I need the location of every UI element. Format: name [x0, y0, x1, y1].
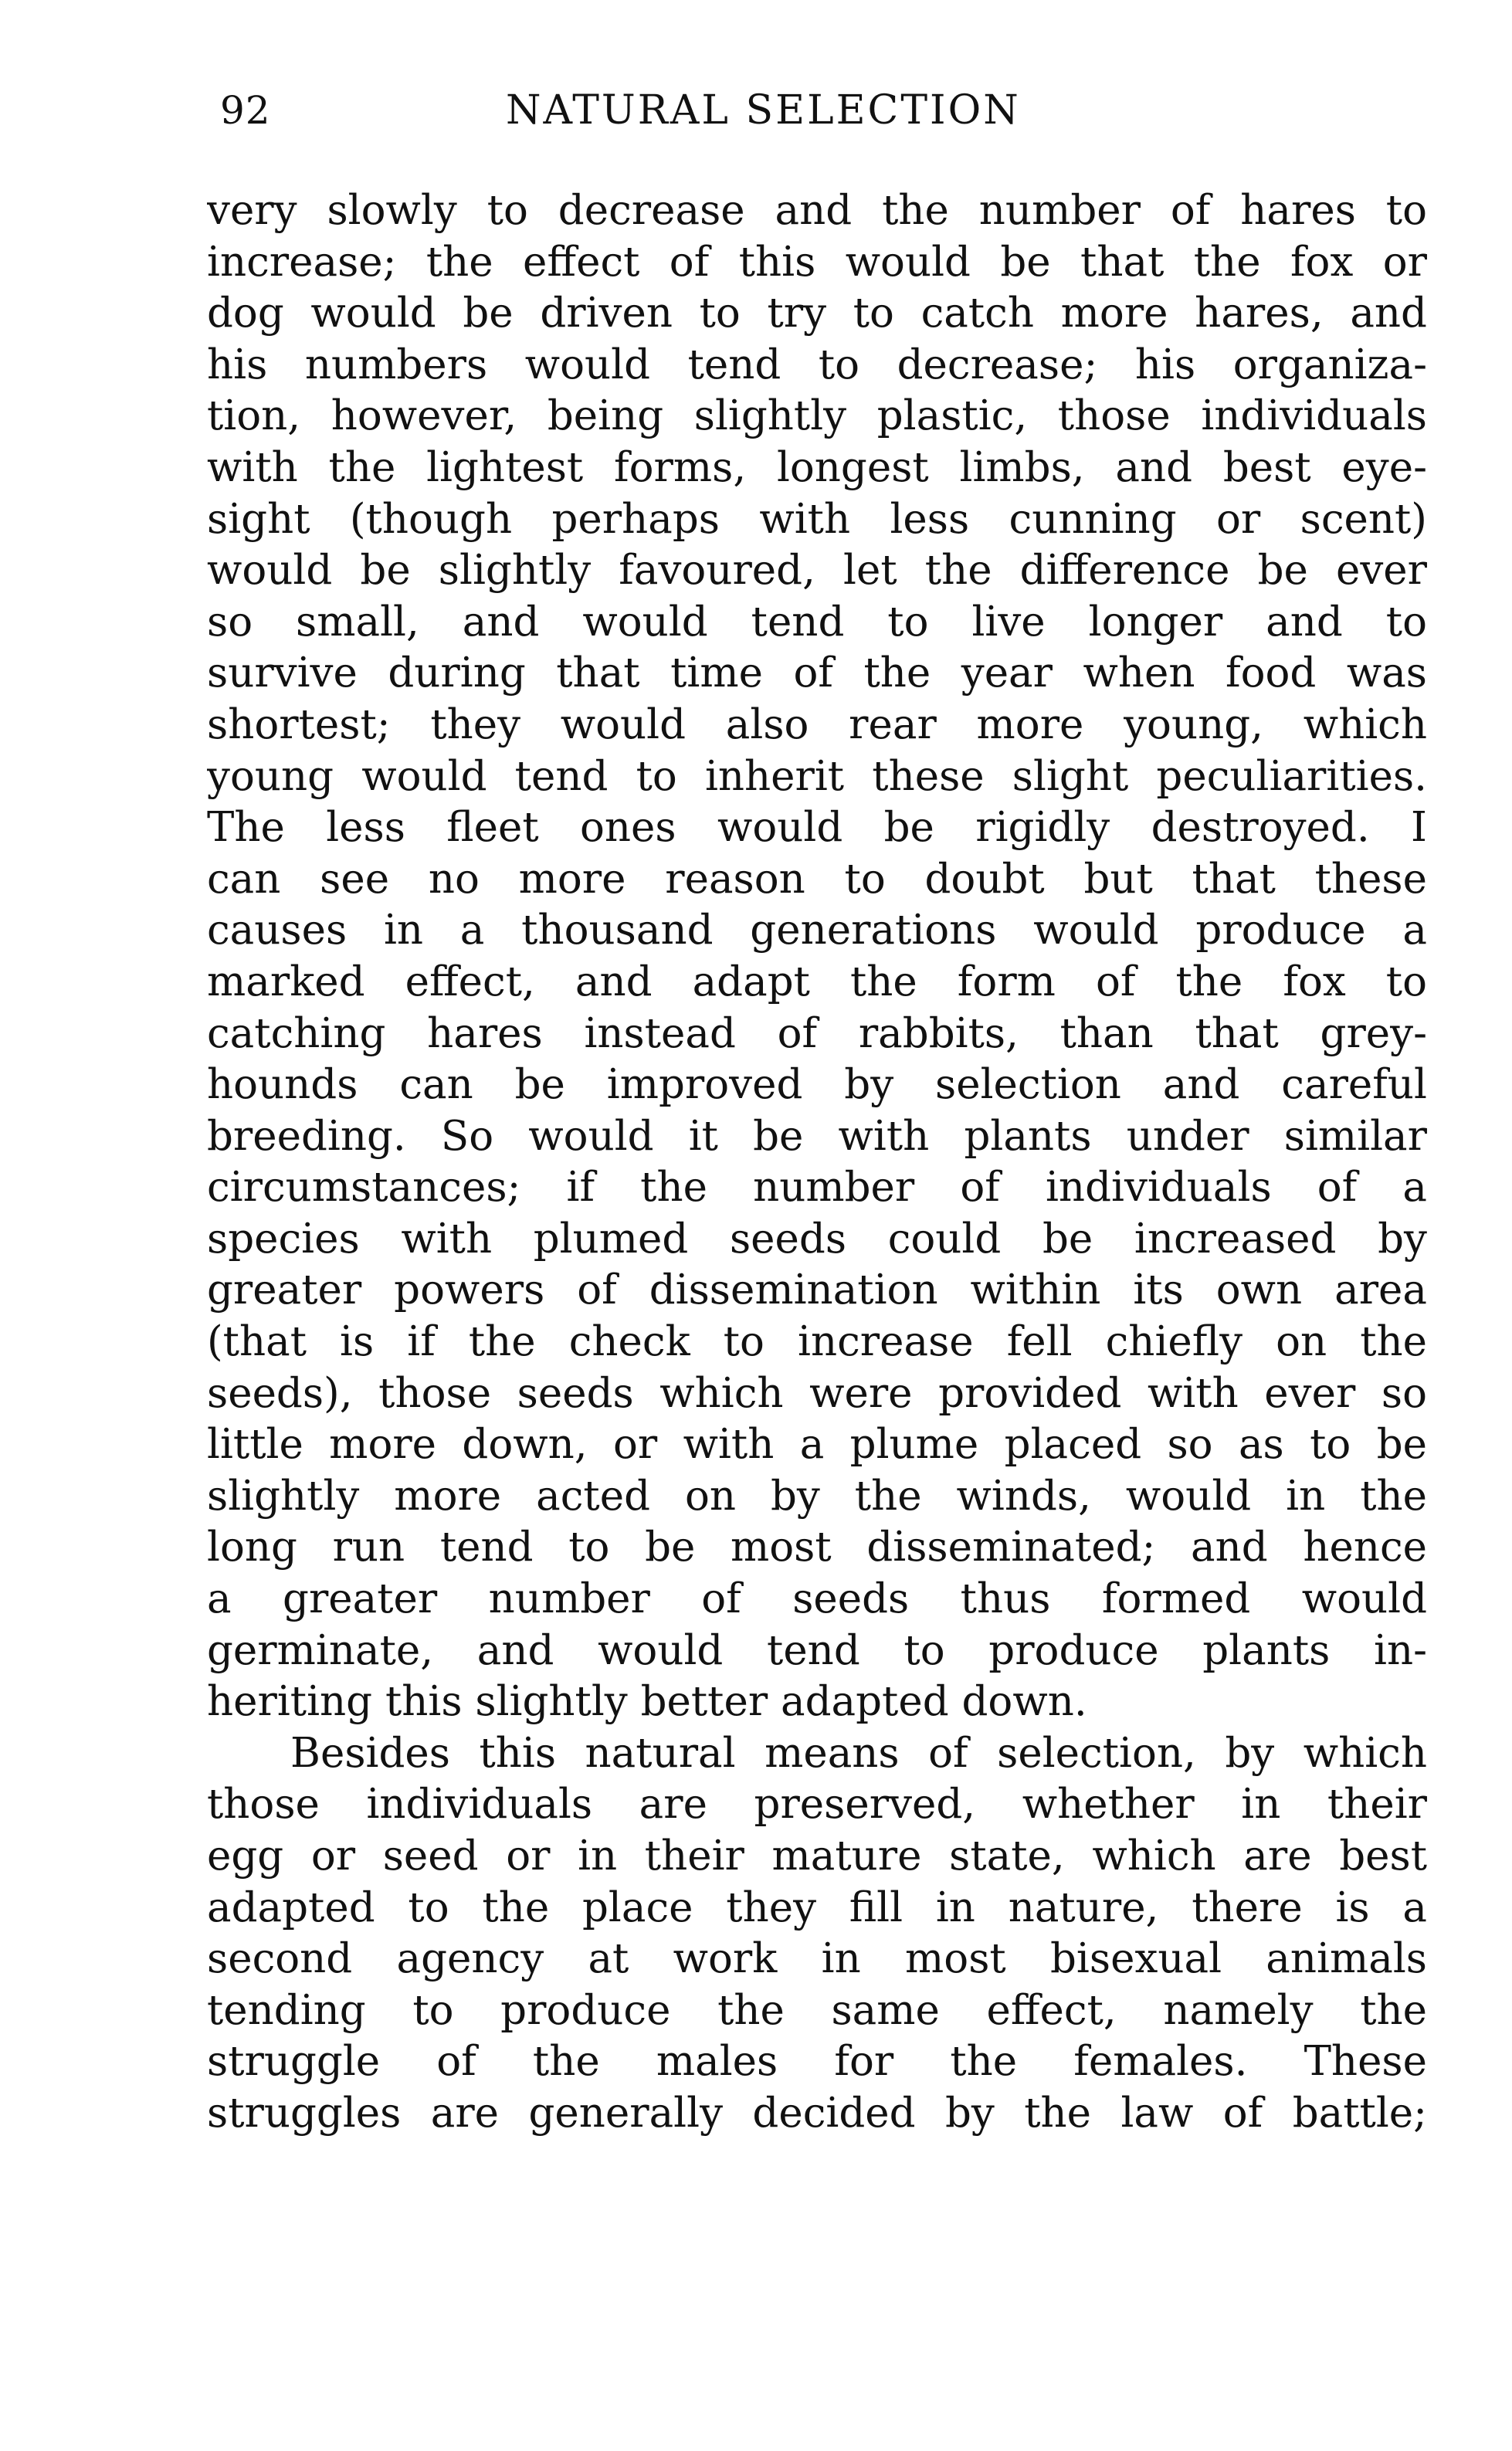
text-line: his numbers would tend to decrease; his organiza-	[207, 341, 1427, 388]
text-line: sight (though perhaps with less cunning or scent)	[207, 495, 1427, 543]
text-line: can see no more reason to doubt but that these	[207, 855, 1427, 903]
text-line: (that is if the check to increase fell chiefly on the	[207, 1318, 1427, 1366]
text-line: slightly more acted on by the winds, would in the	[207, 1472, 1427, 1520]
text-line: little more down, or with a plume placed so as to be	[207, 1421, 1427, 1469]
text-line: seeds), those seeds which were provided with ever so	[207, 1369, 1427, 1417]
text-line: would be slightly favoured, let the difference be ever	[207, 547, 1427, 595]
text-line: with the lightest forms, longest limbs, and best eye-	[207, 443, 1427, 491]
text-line: hounds can be improved by selection and careful	[207, 1061, 1427, 1109]
text-line: dog would be driven to try to catch more hares, and	[207, 290, 1427, 337]
text-line: The less fleet ones would be rigidly destroyed. I	[207, 804, 1427, 852]
text-line: survive during that time of the year when food was	[207, 649, 1427, 697]
text-line: greater powers of dissemination within its own area	[207, 1266, 1427, 1314]
text-line: circumstances; if the number of individuals of a	[207, 1164, 1427, 1212]
text-line: tion, however, being slightly plastic, those individuals	[207, 392, 1427, 440]
running-title: NATURAL SELECTION	[506, 87, 1021, 134]
text-line: long run tend to be most disseminated; and hence	[207, 1524, 1427, 1571]
text-line: causes in a thousand generations would produce a	[207, 907, 1427, 954]
text-line: so small, and would tend to live longer and to	[207, 598, 1427, 646]
page-number: 92	[220, 88, 271, 133]
text-line: adapted to the place they fill in nature, there is a	[207, 1883, 1427, 1931]
text-line: shortest; they would also rear more young, which	[207, 700, 1427, 748]
text-line: species with plumed seeds could be increased by	[207, 1215, 1427, 1263]
text-line: struggles are generally decided by the law of battle;	[207, 2089, 1427, 2137]
text-line: germinate, and would tend to produce plants in-	[207, 1626, 1427, 1674]
paragraph-first-line: Besides this natural means of selection, by which	[290, 1729, 1427, 1777]
text-line: increase; the effect of this would be that the fox or	[207, 238, 1427, 286]
running-head	[220, 83, 1432, 137]
text-line: struggle of the males for the females. These	[207, 2038, 1427, 2086]
text-line: heriting this slightly better adapted down.	[207, 1678, 1087, 1726]
text-line: second agency at work in most bisexual animals	[207, 1935, 1427, 1983]
text-line: a greater number of seeds thus formed would	[207, 1575, 1427, 1623]
text-line: tending to produce the same effect, namely the	[207, 1986, 1427, 2034]
text-line: very slowly to decrease and the number of hares to	[207, 187, 1427, 234]
text-line: egg or seed or in their mature state, which are best	[207, 1832, 1427, 1880]
text-line: marked effect, and adapt the form of the fox to	[207, 958, 1427, 1005]
text-line: young would tend to inherit these slight peculiarities.	[207, 752, 1427, 800]
text-line: catching hares instead of rabbits, than that grey-	[207, 1009, 1427, 1057]
text-line: those individuals are preserved, whether in their	[207, 1781, 1427, 1829]
text-line: breeding. So would it be with plants under similar	[207, 1112, 1427, 1160]
body-text	[207, 185, 1427, 2140]
